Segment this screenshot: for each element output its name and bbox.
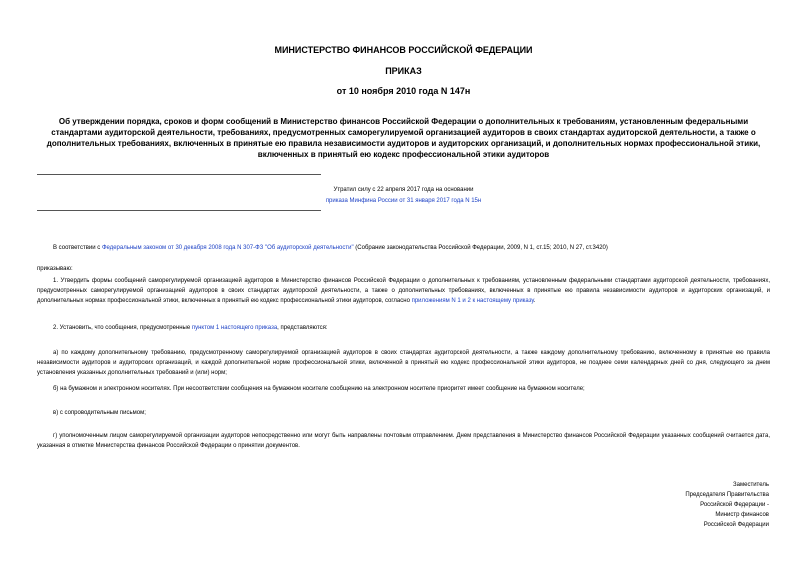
order-word: приказываю: [37, 266, 73, 272]
subitem-g: г) уполномоченным лицом саморегулируемой организации аудиторов непосредственно или могут быть направлены почтовым отправлением. Днем представления в Министерство финансов Российской Федерации указанных сообщений считается дата, указанная в отметке Министерства финансов Российской Федерации о принятии документов. [37, 433, 770, 449]
document-type: ПРИКАЗ [385, 66, 422, 76]
ministry-heading: МИНИСТЕРСТВО ФИНАНСОВ РОССИЙСКОЙ ФЕДЕРАЦИИ [274, 45, 533, 55]
signature-line-4: Министр финансов [715, 512, 769, 518]
signature-block [569, 480, 769, 530]
item-2-text-after: , представляются: [277, 325, 328, 331]
federal-law-link[interactable]: Федеральным законом от 30 декабря 2008 года N 307-ФЗ "Об аудиторской деятельности" [101, 245, 354, 251]
preamble-paragraph [37, 243, 770, 253]
appendices-link[interactable]: приложениям N 1 и 2 к настоящему приказу [411, 298, 534, 304]
document-title: Об утверждении порядка, сроков и форм сообщений в Министерство финансов Российской Федерации о дополнительных к требованиям, установленным федеральными стандартами аудиторской деятельности, требованиях, предусмотренных саморегулируемой организацией аудиторов в своих стандартах аудиторской деятельности, а также о дополнительных требованиях, включенных в принятые ею правила независимости аудиторов и аудиторских организаций, и дополнительных нормах профессиональной этики, включенных в принятый ею кодекс профессиональной этики аудиторов [46, 117, 761, 159]
item-2-text-before: 2. Установить, что сообщения, предусмотренные [53, 325, 192, 331]
repeal-order-link[interactable]: приказа Минфина России от 31 января 2017 года N 15н [325, 198, 482, 204]
repeal-note-link-line [0, 196, 807, 206]
signature-line-2: Председателя Правительства [685, 492, 769, 498]
item-1-text-end: . [533, 298, 536, 304]
subitem-b: б) на бумажном и электронном носителях. При несоответствии сообщения на бумажном носителе сообщению на электронном носителе приоритет имеет сообщение на бумажном носителе; [53, 386, 585, 392]
subitem-v: в) с сопроводительным письмом; [53, 410, 146, 416]
item-1-reference-link[interactable]: пунктом 1 настоящего приказа [191, 325, 278, 331]
divider-top [37, 174, 321, 175]
item-1-paragraph [37, 276, 770, 306]
divider-bottom [37, 210, 321, 211]
item-2-paragraph [37, 323, 770, 333]
preamble-text-before: В соответствии с [53, 245, 102, 251]
document-date-number: от 10 ноября 2010 года N 147н [336, 86, 471, 96]
subitem-a: а) по каждому дополнительному требованию, предусмотренному саморегулируемой организацией аудиторов в своих стандартах аудиторской деятельности, а также каждому дополнительному требованию, включенному в принятые ею правила независимости аудиторов и аудиторских организаций, и каждой дополнительной норме профессиональной этики, включенной в принятый ею кодекс профессиональной этики аудиторов, не позднее семи календарных дней со дня, следующего за днем установления указанных дополнительных требований и (или) норм; [37, 350, 770, 376]
item-1-text: 1. Утвердить формы сообщений саморегулируемой организацией аудиторов в Министерство финансов Российской Федерации о дополнительных к требованиям, установленным федеральными стандартами аудиторской деятельности, требованиях, предусмотренных саморегулируемой организацией аудиторов в своих стандартах аудиторской деятельности, а также о дополнительных требованиях, включенных в принятые ею правила независимости аудиторов и аудиторских организаций, и дополнительных нормах профессиональной этики, включенных в принятый ею кодекс профессиональной этики аудиторов, согласно [37, 278, 770, 304]
signature-line-1: Заместитель [733, 482, 769, 488]
repeal-note: Утратил силу с 22 апреля 2017 года на основании [333, 187, 474, 193]
preamble-text-after: (Собрание законодательства Российской Федерации, 2009, N 1, ст.15; 2010, N 27, ст.3420) [353, 245, 608, 251]
signature-line-5: Российской Федерации [703, 522, 769, 528]
signature-line-3: Российской Федерации - [700, 502, 769, 508]
